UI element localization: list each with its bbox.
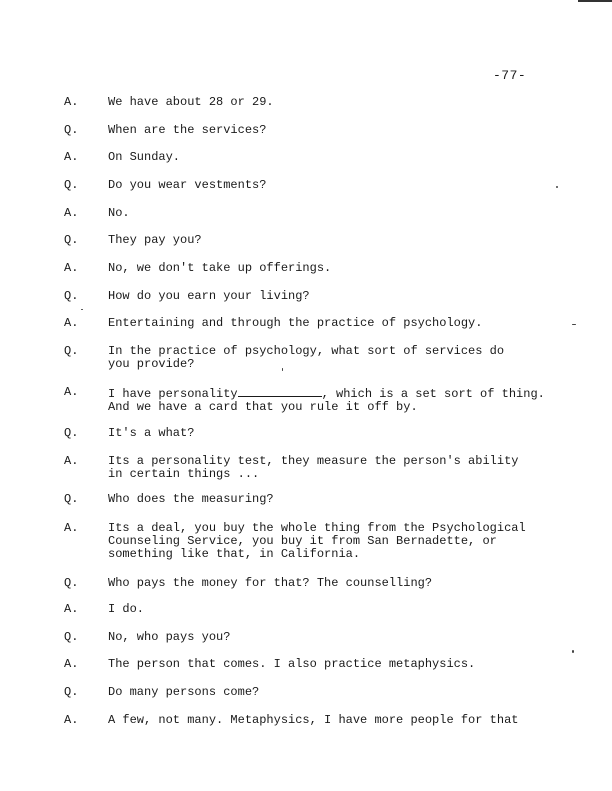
entry-text: On Sunday. [108, 150, 181, 164]
speaker-label: Q. [64, 576, 79, 590]
speaker-label: A. [64, 454, 79, 468]
speaker-label: A. [64, 521, 79, 535]
entry-text: In the practice of psychology, what sort of services do you provide? [108, 344, 505, 371]
entry-text: Its a deal, you buy the whole thing from the Psychological Counseling Service, you buy it from San Bernadette, or something like that, in California. [108, 521, 526, 561]
speaker-label: Q. [64, 630, 79, 644]
entry-text: I do. [108, 602, 145, 616]
entry-text: It's a what? [108, 426, 195, 440]
entry-text: They pay you? [108, 233, 202, 247]
entry-text: Its a personality test, they measure the person's ability in certain things ... [108, 454, 519, 481]
scan-speck [282, 368, 283, 371]
fill-in-blank-line [238, 386, 322, 397]
entry-text: Who pays the money for that? The counselling? [108, 576, 433, 590]
entry-text: Who does the measuring? [108, 492, 274, 506]
entry-text: Entertaining and through the practice of psychology. [108, 316, 483, 330]
entry-text: Do many persons come? [108, 685, 260, 699]
text-after-blank: , which is a set sort of thing. And we have a card that you rule it off by. [108, 387, 545, 414]
scan-speck [81, 309, 83, 310]
speaker-label: A. [64, 95, 79, 109]
speaker-label: Q. [64, 178, 79, 192]
entry-text: We have about 28 or 29. [108, 95, 274, 109]
speaker-label: A. [64, 316, 79, 330]
speaker-label: A. [64, 261, 79, 275]
speaker-label: Q. [64, 685, 79, 699]
entry-text: No. [108, 206, 130, 220]
corner-mark [578, 0, 612, 2]
entry-text: When are the services? [108, 123, 267, 137]
speaker-label: A. [64, 657, 79, 671]
scan-speck [572, 324, 576, 325]
speaker-label: A. [64, 713, 79, 727]
speaker-label: A. [64, 602, 79, 616]
text-before-blank: I have personality [108, 387, 238, 401]
entry-text: No, we don't take up offerings. [108, 261, 332, 275]
speaker-label: A. [64, 150, 79, 164]
entry-text: A few, not many. Metaphysics, I have more people for that [108, 713, 519, 727]
entry-text: How do you earn your living? [108, 289, 310, 303]
speaker-label: Q. [64, 233, 79, 247]
entry-text [108, 386, 558, 414]
speaker-label: Q. [64, 344, 79, 358]
speaker-label: A. [64, 385, 79, 399]
speaker-label: Q. [64, 123, 79, 137]
speaker-label: A. [64, 206, 79, 220]
page-number: -77- [493, 68, 527, 83]
entry-text: Do you wear vestments? [108, 178, 267, 192]
speaker-label: Q. [64, 492, 79, 506]
scan-speck [556, 186, 558, 188]
scan-speck [572, 650, 574, 653]
entry-text: The person that comes. I also practice metaphysics. [108, 657, 476, 671]
speaker-label: Q. [64, 426, 79, 440]
speaker-label: Q. [64, 289, 79, 303]
entry-text: No, who pays you? [108, 630, 231, 644]
